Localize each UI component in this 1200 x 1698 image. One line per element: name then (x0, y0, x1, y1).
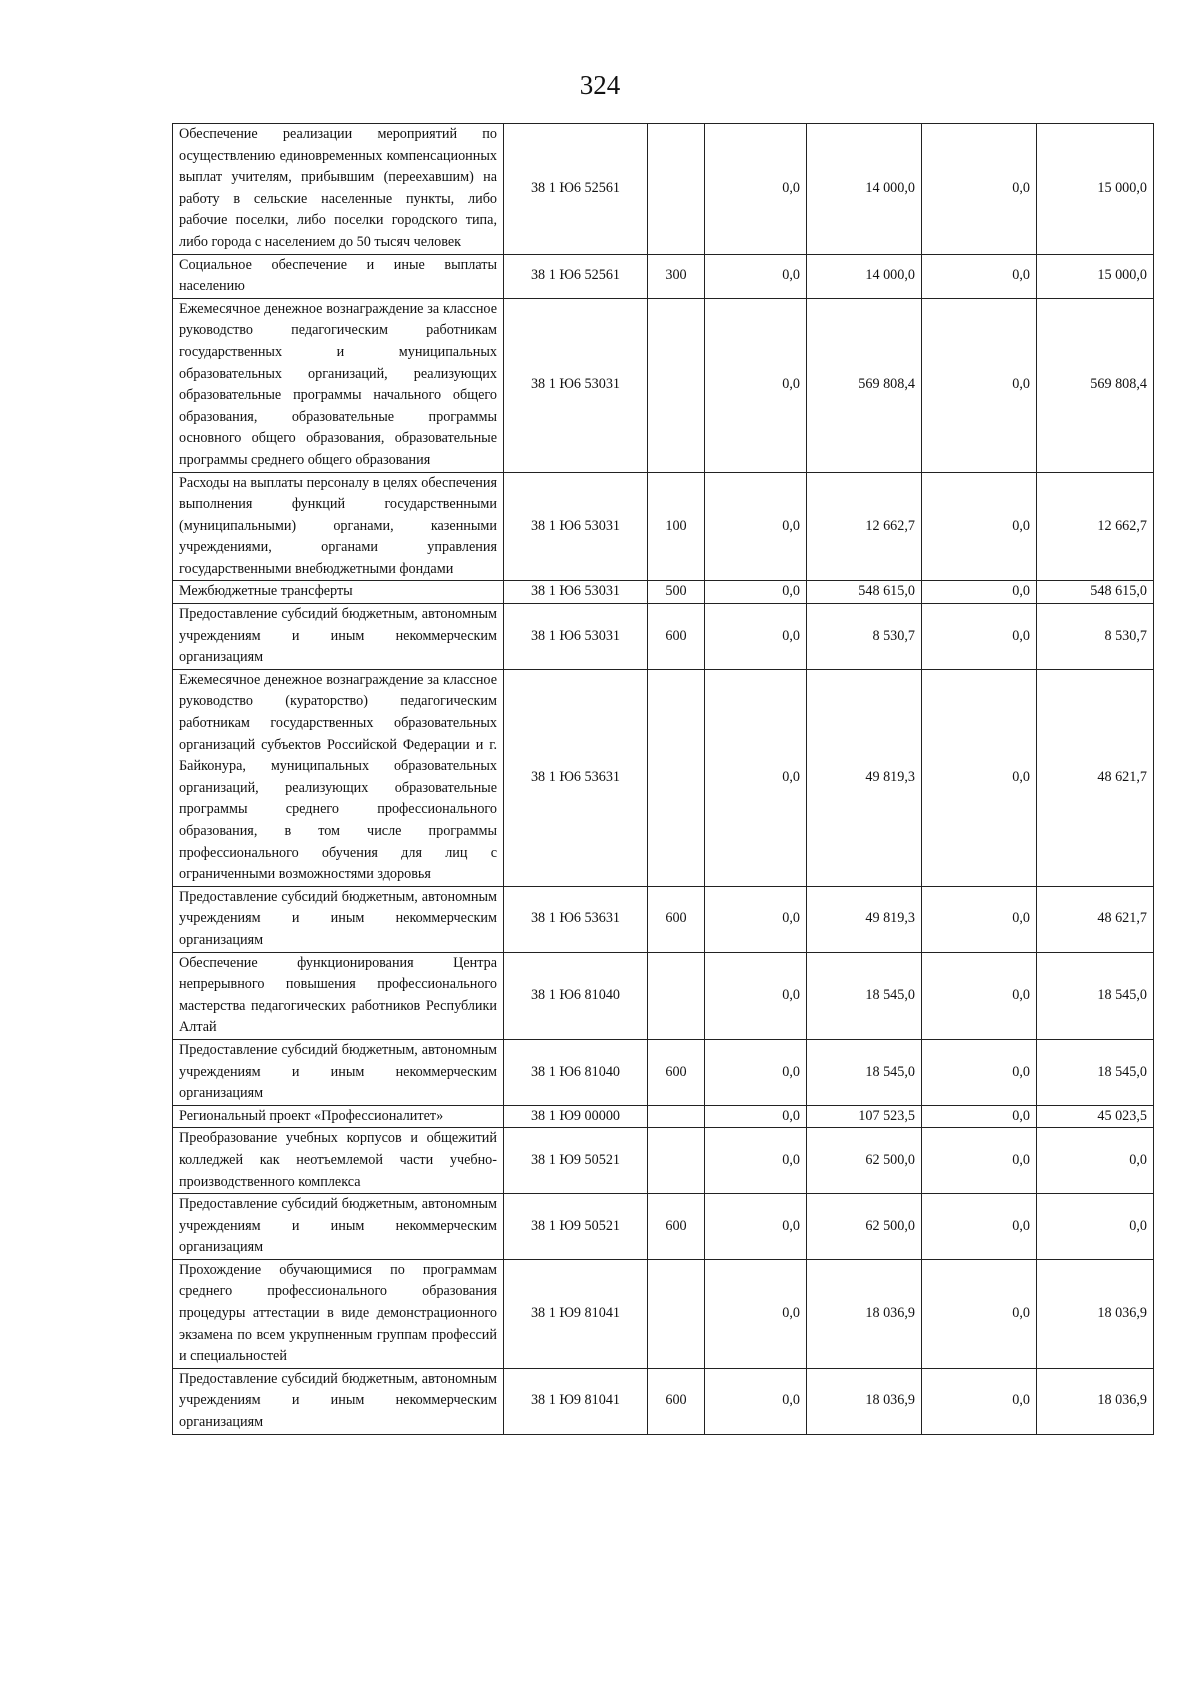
amount-col-3: 0,0 (922, 604, 1037, 670)
expense-type-code: 500 (648, 581, 705, 604)
target-article-code: 38 1 Ю9 81041 (504, 1368, 648, 1434)
amount-col-4: 548 615,0 (1037, 581, 1154, 604)
amount-col-2: 14 000,0 (807, 124, 922, 255)
amount-col-2: 18 545,0 (807, 1039, 922, 1105)
table-row (173, 124, 1154, 255)
amount-col-1: 0,0 (705, 472, 807, 581)
target-article-code: 38 1 Ю6 53031 (504, 472, 648, 581)
expense-type-code: 600 (648, 1368, 705, 1434)
table-row (173, 298, 1154, 472)
target-article-code: 38 1 Ю6 53031 (504, 581, 648, 604)
amount-col-2: 12 662,7 (807, 472, 922, 581)
row-description: Предоставление субсидий бюджетным, автономным учреждениям и иным некоммерческим организациям (173, 1368, 504, 1434)
row-description: Ежемесячное денежное вознаграждение за классное руководство (кураторство) педагогическим работникам государственных образовательных организаций субъектов Российской Федерации и г. Байконура, муниципальных образовательных организаций, реализующих образовательные программы среднего профессионального образования, в том числе программы профессионального обучения для лиц с ограниченными возможностями здоровья (173, 669, 504, 886)
amount-col-4: 8 530,7 (1037, 604, 1154, 670)
table-row (173, 604, 1154, 670)
amount-col-2: 14 000,0 (807, 254, 922, 298)
target-article-code: 38 1 Ю6 53631 (504, 669, 648, 886)
table-body (173, 124, 1154, 1435)
amount-col-3: 0,0 (922, 952, 1037, 1039)
row-description: Социальное обеспечение и иные выплаты населению (173, 254, 504, 298)
row-description: Межбюджетные трансферты (173, 581, 504, 604)
amount-col-1: 0,0 (705, 1259, 807, 1368)
amount-col-4: 0,0 (1037, 1128, 1154, 1194)
target-article-code: 38 1 Ю6 53631 (504, 886, 648, 952)
amount-col-1: 0,0 (705, 886, 807, 952)
amount-col-4: 569 808,4 (1037, 298, 1154, 472)
amount-col-3: 0,0 (922, 1368, 1037, 1434)
table-row (173, 669, 1154, 886)
target-article-code: 38 1 Ю6 52561 (504, 124, 648, 255)
expense-type-code (648, 298, 705, 472)
amount-col-3: 0,0 (922, 669, 1037, 886)
row-description: Расходы на выплаты персоналу в целях обеспечения выполнения функций государственными (муниципальными) органами, казенными учреждениями, органами управления государственными внебюджетными фондами (173, 472, 504, 581)
amount-col-4: 18 036,9 (1037, 1368, 1154, 1434)
table-row (173, 952, 1154, 1039)
expense-type-code: 600 (648, 886, 705, 952)
amount-col-4: 15 000,0 (1037, 124, 1154, 255)
table-row (173, 1368, 1154, 1434)
amount-col-3: 0,0 (922, 254, 1037, 298)
amount-col-1: 0,0 (705, 1194, 807, 1260)
table-row (173, 1105, 1154, 1128)
expense-type-code (648, 1259, 705, 1368)
amount-col-3: 0,0 (922, 1259, 1037, 1368)
amount-col-2: 18 036,9 (807, 1259, 922, 1368)
amount-col-4: 12 662,7 (1037, 472, 1154, 581)
amount-col-2: 548 615,0 (807, 581, 922, 604)
expense-type-code (648, 952, 705, 1039)
amount-col-1: 0,0 (705, 604, 807, 670)
amount-col-2: 49 819,3 (807, 669, 922, 886)
amount-col-4: 48 621,7 (1037, 886, 1154, 952)
amount-col-3: 0,0 (922, 581, 1037, 604)
table-row (173, 254, 1154, 298)
target-article-code: 38 1 Ю6 53031 (504, 298, 648, 472)
amount-col-2: 18 545,0 (807, 952, 922, 1039)
row-description: Предоставление субсидий бюджетным, автономным учреждениям и иным некоммерческим организациям (173, 1039, 504, 1105)
amount-col-1: 0,0 (705, 1039, 807, 1105)
amount-col-4: 0,0 (1037, 1194, 1154, 1260)
page-number: 324 (579, 70, 621, 100)
row-description: Преобразование учебных корпусов и общежитий колледжей как неотъемлемой части учебно-производственного комплекса (173, 1128, 504, 1194)
table-row (173, 1128, 1154, 1194)
expense-type-code: 100 (648, 472, 705, 581)
expense-type-code (648, 124, 705, 255)
row-description: Предоставление субсидий бюджетным, автономным учреждениям и иным некоммерческим организациям (173, 1194, 504, 1260)
row-description: Обеспечение функционирования Центра непрерывного повышения профессионального мастерства педагогических работников Республики Алтай (173, 952, 504, 1039)
target-article-code: 38 1 Ю6 81040 (504, 952, 648, 1039)
amount-col-1: 0,0 (705, 581, 807, 604)
amount-col-1: 0,0 (705, 1368, 807, 1434)
target-article-code: 38 1 Ю6 53031 (504, 604, 648, 670)
amount-col-2: 62 500,0 (807, 1128, 922, 1194)
expense-type-code: 600 (648, 604, 705, 670)
table-row (173, 581, 1154, 604)
expense-type-code: 300 (648, 254, 705, 298)
target-article-code: 38 1 Ю6 52561 (504, 254, 648, 298)
row-description: Обеспечение реализации мероприятий по осуществлению единовременных компенсационных выплат учителям, прибывшим (переехавшим) на работу в сельские населенные пункты, либо рабочие поселки, либо поселки городского типа, либо города с населением до 50 тысяч человек (173, 124, 504, 255)
amount-col-4: 45 023,5 (1037, 1105, 1154, 1128)
amount-col-1: 0,0 (705, 1128, 807, 1194)
amount-col-3: 0,0 (922, 1105, 1037, 1128)
amount-col-4: 18 545,0 (1037, 952, 1154, 1039)
expense-type-code (648, 1105, 705, 1128)
target-article-code: 38 1 Ю9 81041 (504, 1259, 648, 1368)
amount-col-1: 0,0 (705, 124, 807, 255)
amount-col-4: 18 036,9 (1037, 1259, 1154, 1368)
amount-col-4: 18 545,0 (1037, 1039, 1154, 1105)
amount-col-3: 0,0 (922, 472, 1037, 581)
row-description: Ежемесячное денежное вознаграждение за классное руководство педагогическим работникам государственных и муниципальных образовательных организаций, реализующих образовательные программы начального общего образования, образовательные программы основного общего образования, образовательные программы среднего общего образования (173, 298, 504, 472)
row-description: Региональный проект «Профессионалитет» (173, 1105, 504, 1128)
expense-type-code (648, 669, 705, 886)
amount-col-2: 8 530,7 (807, 604, 922, 670)
amount-col-3: 0,0 (922, 298, 1037, 472)
amount-col-2: 49 819,3 (807, 886, 922, 952)
amount-col-1: 0,0 (705, 298, 807, 472)
amount-col-3: 0,0 (922, 1039, 1037, 1105)
amount-col-2: 569 808,4 (807, 298, 922, 472)
amount-col-1: 0,0 (705, 254, 807, 298)
target-article-code: 38 1 Ю9 00000 (504, 1105, 648, 1128)
amount-col-3: 0,0 (922, 1128, 1037, 1194)
table-row (173, 1259, 1154, 1368)
expense-type-code (648, 1128, 705, 1194)
target-article-code: 38 1 Ю9 50521 (504, 1194, 648, 1260)
table-row (173, 472, 1154, 581)
amount-col-1: 0,0 (705, 1105, 807, 1128)
amount-col-3: 0,0 (922, 886, 1037, 952)
expense-type-code: 600 (648, 1039, 705, 1105)
amount-col-2: 107 523,5 (807, 1105, 922, 1128)
amount-col-1: 0,0 (705, 952, 807, 1039)
target-article-code: 38 1 Ю9 50521 (504, 1128, 648, 1194)
amount-col-2: 18 036,9 (807, 1368, 922, 1434)
target-article-code: 38 1 Ю6 81040 (504, 1039, 648, 1105)
amount-col-1: 0,0 (705, 669, 807, 886)
budget-table (172, 123, 1154, 1435)
row-description: Предоставление субсидий бюджетным, автономным учреждениям и иным некоммерческим организациям (173, 604, 504, 670)
table-row (173, 886, 1154, 952)
table-row (173, 1039, 1154, 1105)
amount-col-4: 15 000,0 (1037, 254, 1154, 298)
amount-col-3: 0,0 (922, 1194, 1037, 1260)
amount-col-2: 62 500,0 (807, 1194, 922, 1260)
amount-col-3: 0,0 (922, 124, 1037, 255)
row-description: Предоставление субсидий бюджетным, автономным учреждениям и иным некоммерческим организациям (173, 886, 504, 952)
expense-type-code: 600 (648, 1194, 705, 1260)
row-description: Прохождение обучающимися по программам среднего профессионального образования процедуры аттестации в виде демонстрационного экзамена по всем укрупненным группам профессий и специальностей (173, 1259, 504, 1368)
table-row (173, 1194, 1154, 1260)
amount-col-4: 48 621,7 (1037, 669, 1154, 886)
